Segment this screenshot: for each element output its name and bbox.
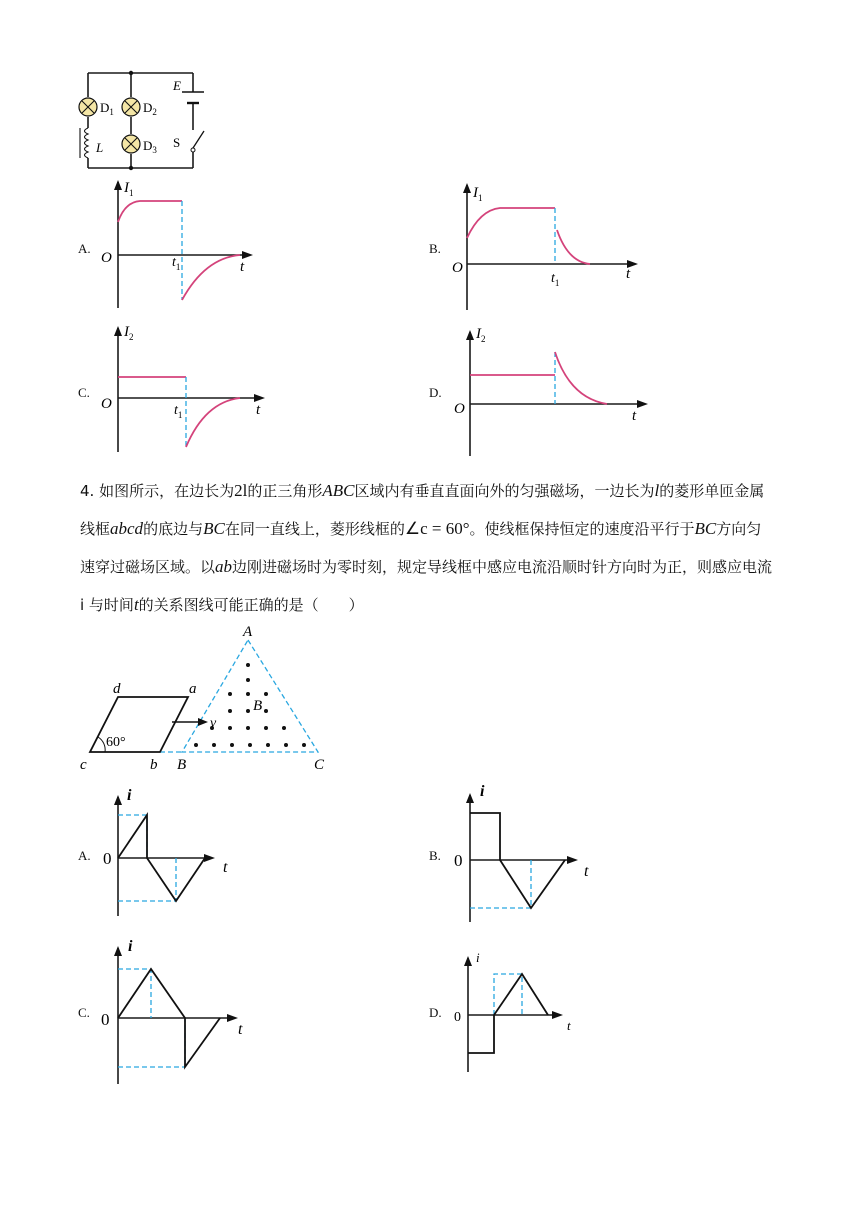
svg-text:60°: 60°: [106, 735, 126, 750]
svg-text:O: O: [101, 396, 112, 412]
svg-text:B: B: [177, 757, 187, 773]
svg-text:t: t: [567, 1018, 571, 1033]
q4-line-2: 线框abcd的底边与BC在同一直线上，菱形线框的∠c = 60°。使线框保持恒定的速度沿平行于BC方向匀: [80, 519, 762, 538]
q4-option-a-label[interactable]: A.: [78, 848, 91, 863]
svg-text:t1: $t_1$: [551, 271, 560, 288]
svg-text:t: t: [626, 266, 631, 282]
svg-text:C: C: [314, 757, 325, 773]
svg-text:b: b: [150, 757, 158, 773]
svg-text:v: v: [210, 716, 217, 731]
q3-option-d-label[interactable]: D.: [429, 385, 442, 400]
svg-text:t: t: [256, 402, 261, 418]
svg-text:O: O: [452, 260, 463, 276]
label-d1: $D_1$: [100, 100, 114, 117]
label-e: E: [173, 78, 181, 93]
svg-text:t: t: [632, 408, 637, 424]
q3-option-a-label[interactable]: A.: [78, 241, 91, 256]
q4-option-c-label[interactable]: C.: [78, 1005, 90, 1020]
svg-text:0: 0: [101, 1010, 110, 1029]
q4-line-3: 速穿过磁场区域。以ab边刚进磁场时为零时刻，规定导线框中感应电流沿顺时针方向时为正，则感应电流: [80, 557, 773, 576]
svg-text:t: t: [584, 863, 589, 880]
svg-text:d: d: [113, 681, 121, 697]
svg-text:i: i: [127, 787, 132, 804]
label-d2: $D_2$: [143, 100, 157, 117]
svg-text:t: t: [238, 1021, 243, 1038]
svg-text:I1: $I_1$: [473, 185, 483, 203]
svg-text:0: 0: [103, 849, 112, 868]
q3-option-c-label[interactable]: C.: [78, 385, 90, 400]
svg-text:0: 0: [454, 1010, 461, 1025]
svg-text:i: i: [480, 783, 485, 800]
q4-option-b-label[interactable]: B.: [429, 848, 441, 863]
svg-text:O: O: [454, 401, 465, 417]
label-l: L: [96, 140, 104, 155]
q4-line-4: i 与时间t的关系图线可能正确的是（ ）: [80, 595, 364, 614]
svg-text:A: A: [243, 624, 253, 640]
q4-line-1: 4. 如图所示，在边长为2l的正三角形ABC区域内有垂直直面向外的匀强磁场，一边长为l的菱形单匝金属: [80, 481, 765, 500]
q3-option-b-label[interactable]: B.: [429, 241, 441, 256]
svg-text:t: t: [223, 859, 228, 876]
label-d3: $D_3$: [143, 138, 157, 155]
svg-text:i: i: [128, 938, 133, 955]
svg-text:t1: $t_1$: [174, 403, 183, 420]
svg-text:O: O: [101, 250, 112, 266]
q4-option-d-label[interactable]: D.: [429, 1005, 442, 1020]
label-s: S: [173, 135, 181, 150]
svg-text:t1: $t_1$: [172, 255, 181, 272]
svg-text:c: c: [80, 757, 87, 773]
svg-text:a: a: [189, 681, 197, 697]
svg-text:I2: $I_2$: [124, 324, 134, 342]
svg-text:t: t: [240, 259, 245, 275]
svg-text:B: B: [253, 698, 263, 714]
svg-text:I1: $I_1$: [124, 180, 134, 198]
svg-text:I2: $I_2$: [476, 326, 486, 344]
svg-text:0: 0: [454, 851, 463, 870]
svg-text:i: i: [476, 950, 480, 965]
